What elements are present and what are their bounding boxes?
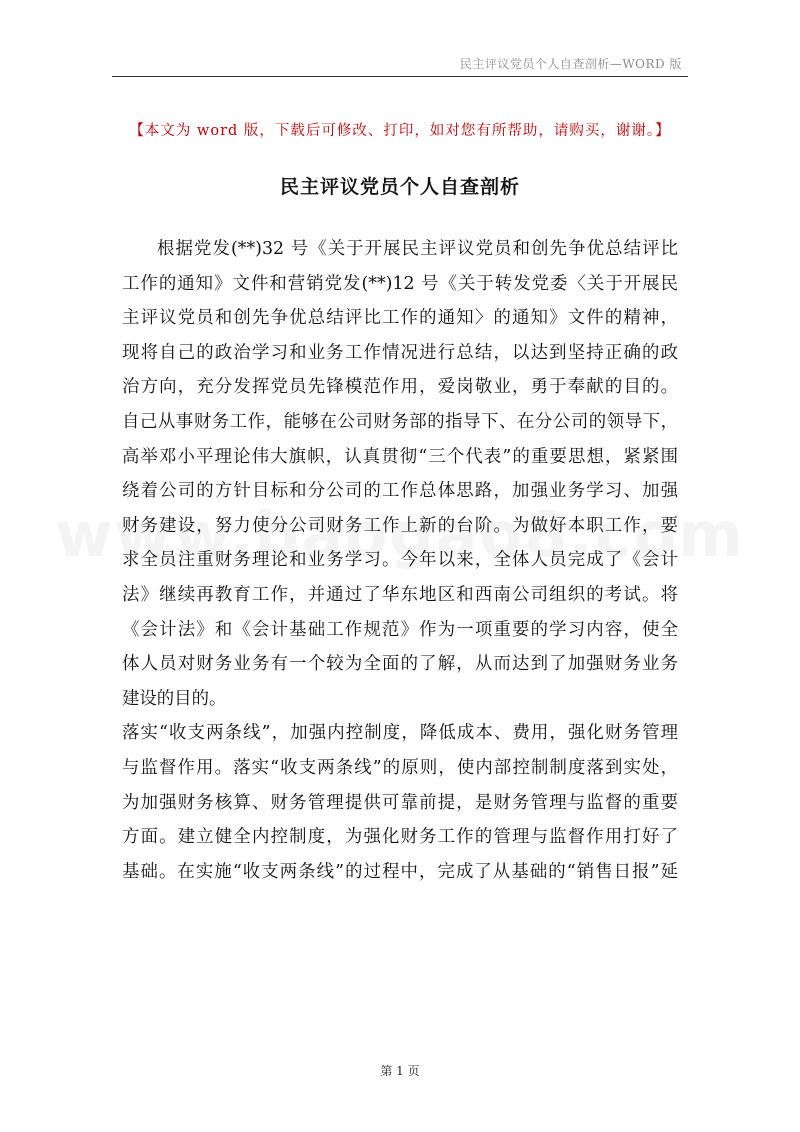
header-divider: [112, 76, 688, 77]
paragraph-1-line-5: 治方向，充分发挥党员先锋模范作用，爱岗敬业，勇于奉献的目的。: [122, 377, 678, 398]
paragraph-1-line-2: 工作的通知》文件和营销党发(**)12 号《关于转发党委〈关于开展民: [122, 273, 678, 294]
document-title: 民主评议党员个人自查剖析: [279, 176, 520, 198]
paragraph-2-line-8: 体人员对财务业务有一个较为全面的了解，从而达到了加强财务业务: [122, 654, 678, 675]
paragraph-2-line-5: 求全员注重财务理论和业务学习。今年以来，全体人员完成了《会计: [122, 550, 678, 571]
paragraph-2-line-6: 法》继续再教育工作，并通过了华东地区和西南公司组织的考试。将: [122, 584, 678, 605]
page-number: 第 1 页: [380, 1064, 420, 1078]
paragraph-1-line-4: 现将自己的政治学习和业务工作情况进行总结，以达到坚持正确的政: [122, 342, 678, 363]
paragraph-1-line-3: 主评议党员和创先争优总结评比工作的通知〉的通知》文件的精神，: [122, 308, 678, 329]
running-header-title: 民主评议党员个人自查剖析—WORD 版: [459, 57, 682, 71]
paragraph-2-line-3: 绕着公司的方针目标和分公司的工作总体思路，加强业务学习、加强: [122, 481, 678, 502]
purchase-notice: 【本文为 word 版，下载后可修改、打印，如对您有所帮助，请购买，谢谢。】: [129, 123, 671, 139]
paragraph-2-line-4: 财务建设，努力使分公司财务工作上新的台阶。为做好本职工作，要: [122, 515, 678, 536]
paragraph-2-line-7: 《会计法》和《会计基础工作规范》作为一项重要的学习内容，使全: [122, 619, 678, 640]
paragraph-1-line-1: 根据党发(**)32 号《关于开展民主评议党员和创先争优总结评比: [157, 239, 678, 259]
paragraph-2-line-9: 建设的目的。: [122, 688, 227, 709]
paragraph-2-line-1: 自己从事财务工作，能够在公司财务部的指导下、在分公司的领导下，: [122, 411, 678, 432]
document-body: [122, 232, 678, 889]
paragraph-3-line-5: 基础。在实施“收支两条线”的过程中，完成了从基础的“销售日报”延: [122, 861, 678, 882]
paragraph-3-line-1: 落实“收支两条线”，加强内控制度，降低成本、费用，强化财务管理: [122, 723, 678, 744]
paragraph-2-line-2: 高举邓小平理论伟大旗帜，认真贯彻“三个代表”的重要思想，紧紧围: [122, 446, 678, 467]
paragraph-3-line-3: 为加强财务核算、财务管理提供可靠前提，是财务管理与监督的重要: [122, 792, 678, 813]
paragraph-3-line-4: 方面。建立健全内控制度，为强化财务工作的管理与监督作用打好了: [122, 827, 678, 848]
paragraph-3-line-2: 与监督作用。落实“收支两条线”的原则，使内部控制制度落到实处，: [122, 757, 678, 778]
